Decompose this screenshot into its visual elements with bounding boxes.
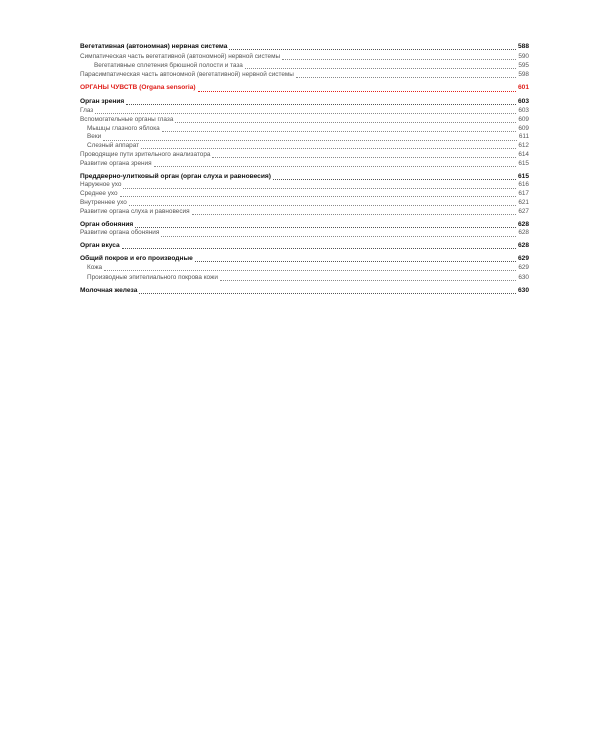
toc-entry-title: Слезный аппарат (87, 142, 140, 150)
toc-entry[interactable] (80, 274, 529, 283)
toc-entry-title: Преддверно-улитковый орган (орган слуха и равновесия) (80, 172, 271, 180)
toc-entry-title: Молочная железа (80, 286, 138, 294)
toc-entry-title: Симпатическая часть вегетативной (автономной) нервной системы (80, 52, 281, 60)
toc-entry[interactable] (80, 190, 529, 199)
dot-leader (104, 270, 516, 271)
toc-entry-title: Парасимпатическая часть автономной (вегетативной) нервной системы (80, 70, 294, 78)
toc-entry-page: 612 (518, 142, 529, 150)
toc-entry-page: 595 (518, 61, 529, 69)
toc-section-heading[interactable] (80, 84, 529, 93)
toc-entry[interactable] (80, 160, 529, 169)
dot-leader (198, 91, 516, 92)
toc-entry[interactable] (80, 98, 529, 107)
dot-leader (245, 68, 516, 69)
dot-leader (282, 59, 516, 60)
toc-entry[interactable] (80, 62, 529, 71)
toc-entry[interactable] (80, 53, 529, 62)
dot-leader (123, 188, 516, 189)
table-of-contents (80, 43, 529, 295)
dot-leader (154, 166, 517, 167)
toc-entry-page: 616 (518, 181, 529, 189)
dot-leader (161, 236, 516, 237)
toc-entry[interactable] (80, 71, 529, 80)
toc-entry[interactable] (80, 133, 529, 142)
toc-entry-page: 609 (518, 124, 529, 132)
dot-leader (229, 49, 516, 50)
dot-leader (135, 227, 516, 228)
toc-entry-page: 615 (517, 172, 529, 180)
toc-section-title: ОРГАНЫ ЧУВСТВ (Organa sensoria) (80, 84, 196, 92)
toc-entry[interactable] (80, 199, 529, 208)
toc-entry-page: 629 (518, 263, 529, 271)
dot-leader (273, 179, 516, 180)
toc-entry-title: Развитие органа обоняния (80, 229, 160, 237)
dot-leader (192, 214, 517, 215)
toc-entry-page: 617 (518, 190, 529, 198)
toc-entry[interactable] (80, 221, 529, 230)
toc-entry-title: Наружное ухо (80, 181, 122, 189)
toc-entry-title: Вегетативная (автономная) нервная система (80, 43, 228, 50)
toc-entry-page: 630 (517, 286, 529, 294)
toc-entry-page: 611 (518, 133, 529, 141)
toc-section-page: 601 (517, 84, 529, 92)
toc-entry-title: Производные эпителиального покрова кожи (87, 273, 218, 281)
toc-entry-title: Развитие органа зрения (80, 159, 152, 167)
toc-entry-page: 615 (518, 159, 529, 167)
toc-entry[interactable] (80, 107, 529, 116)
toc-entry-page: 627 (518, 207, 529, 215)
toc-entry[interactable] (80, 229, 529, 238)
toc-entry[interactable] (80, 116, 529, 125)
toc-entry-page: 603 (518, 106, 529, 114)
dot-leader (95, 113, 516, 114)
toc-entry-title: Кожа (87, 263, 103, 271)
toc-entry-title: Общий покров и его производные (80, 254, 193, 262)
toc-entry-title: Развитие органа слуха и равновесия (80, 207, 190, 215)
toc-entry[interactable] (80, 43, 529, 52)
toc-entry[interactable] (80, 255, 529, 264)
dot-leader (220, 280, 516, 281)
toc-entry-title: Проводящие пути зрительного анализатора (80, 150, 211, 158)
dot-leader (175, 122, 516, 123)
toc-entry-page: 630 (518, 273, 529, 281)
toc-entry-title: Мышцы глазного яблока (87, 124, 160, 132)
toc-entry-title: Орган обоняния (80, 220, 134, 228)
dot-leader (162, 131, 517, 132)
toc-entry-page: 614 (518, 150, 529, 158)
dot-leader (296, 77, 516, 78)
toc-entry-title: Вспомогательные органы глаза (80, 115, 174, 123)
toc-entry-title: Внутреннее ухо (80, 198, 127, 206)
dot-leader (120, 196, 517, 197)
toc-entry[interactable] (80, 142, 529, 151)
dot-leader (129, 205, 516, 206)
toc-entry[interactable] (80, 151, 529, 160)
dot-leader (103, 140, 517, 141)
toc-entry-page: 621 (518, 198, 529, 206)
dot-leader (212, 157, 516, 158)
toc-entry[interactable] (80, 125, 529, 134)
toc-entry[interactable] (80, 173, 529, 182)
toc-entry-page: 603 (517, 98, 529, 106)
dot-leader (141, 148, 516, 149)
toc-entry[interactable] (80, 208, 529, 217)
toc-entry-page: 628 (517, 242, 529, 250)
toc-entry[interactable] (80, 181, 529, 190)
toc-entry[interactable] (80, 264, 529, 273)
toc-entry-title: Орган зрения (80, 98, 125, 106)
dot-leader (122, 248, 516, 249)
dot-leader (139, 293, 516, 294)
dot-leader (195, 261, 516, 262)
toc-entry-page: 588 (517, 43, 529, 50)
toc-entry-title: Вегетативные сплетения брюшной полости и таза (94, 61, 243, 69)
toc-entry[interactable] (80, 287, 529, 296)
toc-entry-page: 629 (517, 254, 529, 262)
toc-entry-page: 590 (518, 52, 529, 60)
toc-entry-page: 598 (518, 70, 529, 78)
toc-entry-page: 628 (517, 220, 529, 228)
toc-entry-title: Веки (87, 133, 102, 141)
toc-entry-page: 628 (518, 229, 529, 237)
toc-entry-page: 609 (518, 115, 529, 123)
toc-entry-title: Глаз (80, 106, 94, 114)
toc-entry-title: Среднее ухо (80, 190, 118, 198)
dot-leader (126, 104, 516, 105)
toc-entry-title: Орган вкуса (80, 242, 120, 250)
toc-entry[interactable] (80, 242, 529, 251)
